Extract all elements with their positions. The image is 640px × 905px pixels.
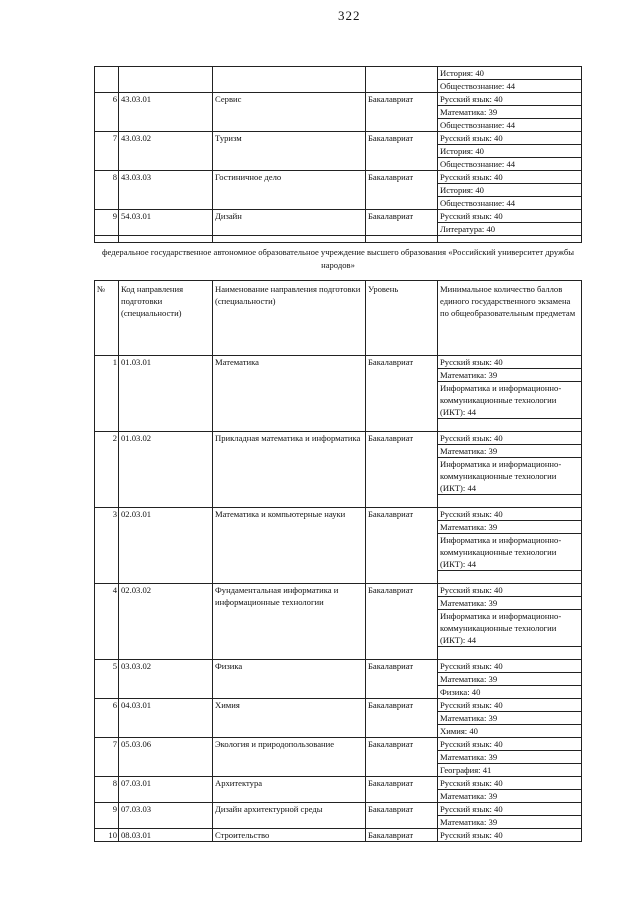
subject-min-score: Русский язык: 40 [438, 738, 582, 751]
education-level: Бакалавриат [366, 210, 438, 236]
education-level: Бакалавриат [366, 699, 438, 738]
subject-min-score: Русский язык: 40 [438, 584, 582, 597]
table-row [95, 210, 582, 223]
direction-code: 01.03.01 [119, 356, 213, 432]
direction-code: 54.03.01 [119, 210, 213, 236]
education-level: Бакалавриат [366, 171, 438, 210]
row-number: 5 [95, 660, 119, 699]
direction-code: 07.03.03 [119, 803, 213, 829]
row-number: 9 [95, 803, 119, 829]
row-number: 1 [95, 356, 119, 432]
subject-min-score: Русский язык: 40 [438, 93, 582, 106]
education-level: Бакалавриат [366, 508, 438, 584]
direction-code: 02.03.02 [119, 584, 213, 660]
table-part-2 [95, 356, 582, 842]
subject-spacer [438, 571, 582, 584]
table-row [95, 356, 582, 369]
subject-min-score: Информатика и информационно-коммуникационные технологии (ИКТ): 44 [438, 534, 582, 571]
subject-min-score: Математика: 39 [438, 106, 582, 119]
admission-scores-table [94, 66, 582, 842]
subject-min-score: Химия: 40 [438, 725, 582, 738]
subject-min-score: Русский язык: 40 [438, 699, 582, 712]
table-row [95, 171, 582, 184]
subject-min-score: История: 40 [438, 184, 582, 197]
row-number: 6 [95, 93, 119, 132]
subject-min-score: Математика: 39 [438, 673, 582, 686]
direction-code: 04.03.01 [119, 699, 213, 738]
subject-min-score: Русский язык: 40 [438, 777, 582, 790]
direction-name: Дизайн [213, 210, 366, 236]
direction-name: Архитектура [213, 777, 366, 803]
row-number: 6 [95, 699, 119, 738]
table-row [95, 132, 582, 145]
subject-min-score: Обществознание: 44 [438, 197, 582, 210]
direction-code: 02.03.01 [119, 508, 213, 584]
direction-code: 07.03.01 [119, 777, 213, 803]
direction-name [213, 67, 366, 93]
education-level: Бакалавриат [366, 356, 438, 432]
subject-min-score: Обществознание: 44 [438, 80, 582, 93]
table-part-1 [95, 67, 582, 236]
direction-name: Гостиничное дело [213, 171, 366, 210]
row-number [95, 67, 119, 93]
table-row [95, 93, 582, 106]
table-row [95, 699, 582, 712]
direction-name: Математика [213, 356, 366, 432]
subject-min-score: Русский язык: 40 [438, 132, 582, 145]
direction-code: 43.03.02 [119, 132, 213, 171]
direction-code: 43.03.03 [119, 171, 213, 210]
table-header-row [95, 281, 582, 356]
subject-min-score: Математика: 39 [438, 445, 582, 458]
row-number: 9 [95, 210, 119, 236]
row-number: 8 [95, 171, 119, 210]
direction-name: Математика и компьютерные науки [213, 508, 366, 584]
direction-name: Фундаментальная информатика и информационные технологии [213, 584, 366, 660]
direction-name: Туризм [213, 132, 366, 171]
table-row [95, 67, 582, 80]
education-level: Бакалавриат [366, 829, 438, 842]
education-level: Бакалавриат [366, 93, 438, 132]
organization-title: федеральное государственное автономное образовательное учреждение высшего образования «Российский университет дружбы народов» [95, 243, 582, 281]
subject-spacer [438, 419, 582, 432]
direction-code: 08.03.01 [119, 829, 213, 842]
subject-min-score: Математика: 39 [438, 712, 582, 725]
table-separator [95, 236, 582, 356]
education-level [366, 67, 438, 93]
subject-min-score: Русский язык: 40 [438, 171, 582, 184]
row-number: 7 [95, 132, 119, 171]
education-level: Бакалавриат [366, 738, 438, 777]
subject-min-score: История: 40 [438, 67, 582, 80]
table-row [95, 738, 582, 751]
subject-min-score: Информатика и информационно-коммуникационные технологии (ИКТ): 44 [438, 610, 582, 647]
education-level: Бакалавриат [366, 132, 438, 171]
direction-name: Экология и природопользование [213, 738, 366, 777]
direction-code: 05.03.06 [119, 738, 213, 777]
table-row [95, 777, 582, 790]
subject-min-score: География: 41 [438, 764, 582, 777]
subject-min-score: Математика: 39 [438, 790, 582, 803]
direction-name: Строительство [213, 829, 366, 842]
separator-cell [95, 236, 119, 243]
header-level: Уровень [366, 281, 438, 356]
direction-name: Дизайн архитектурной среды [213, 803, 366, 829]
row-number: 2 [95, 432, 119, 508]
page-number: 322 [338, 8, 361, 23]
header-name: Наименование направления подготовки (специальности) [213, 281, 366, 356]
header-min-score: Минимальное количество баллов единого государственного экзамена по общеобразовательным предметам [438, 281, 582, 356]
subject-min-score: Информатика и информационно-коммуникационные технологии (ИКТ): 44 [438, 458, 582, 495]
row-number: 10 [95, 829, 119, 842]
subject-min-score: История: 40 [438, 145, 582, 158]
table-row [95, 660, 582, 673]
subject-min-score: Информатика и информационно-коммуникационные технологии (ИКТ): 44 [438, 382, 582, 419]
direction-name: Сервис [213, 93, 366, 132]
subject-min-score: Обществознание: 44 [438, 119, 582, 132]
subject-min-score: Математика: 39 [438, 816, 582, 829]
direction-code: 43.03.01 [119, 93, 213, 132]
education-level: Бакалавриат [366, 432, 438, 508]
row-number: 4 [95, 584, 119, 660]
table-row [95, 432, 582, 445]
education-level: Бакалавриат [366, 777, 438, 803]
subject-min-score: Литература: 40 [438, 223, 582, 236]
subject-min-score: Русский язык: 40 [438, 356, 582, 369]
row-number: 8 [95, 777, 119, 803]
education-level: Бакалавриат [366, 660, 438, 699]
subject-min-score: Физика: 40 [438, 686, 582, 699]
subject-min-score: Русский язык: 40 [438, 432, 582, 445]
subject-min-score: Русский язык: 40 [438, 660, 582, 673]
subject-min-score: Русский язык: 40 [438, 210, 582, 223]
subject-min-score: Русский язык: 40 [438, 829, 582, 842]
row-number: 7 [95, 738, 119, 777]
separator-cell [119, 236, 213, 243]
subject-spacer [438, 647, 582, 660]
table-row [95, 803, 582, 816]
subject-spacer [438, 495, 582, 508]
table-row [95, 829, 582, 842]
table-row [95, 508, 582, 521]
direction-name: Химия [213, 699, 366, 738]
education-level: Бакалавриат [366, 803, 438, 829]
subject-min-score: Математика: 39 [438, 751, 582, 764]
direction-code [119, 67, 213, 93]
subject-min-score: Математика: 39 [438, 597, 582, 610]
row-number: 3 [95, 508, 119, 584]
direction-code: 03.03.02 [119, 660, 213, 699]
separator-cell [438, 236, 582, 243]
subject-min-score: Русский язык: 40 [438, 803, 582, 816]
header-code: Код направления подготовки (специальности) [119, 281, 213, 356]
direction-name: Физика [213, 660, 366, 699]
education-level: Бакалавриат [366, 584, 438, 660]
direction-code: 01.03.02 [119, 432, 213, 508]
separator-cell [213, 236, 366, 243]
header-num: № [95, 281, 119, 356]
subject-min-score: Русский язык: 40 [438, 508, 582, 521]
direction-name: Прикладная математика и информатика [213, 432, 366, 508]
separator-cell [366, 236, 438, 243]
subject-min-score: Математика: 39 [438, 369, 582, 382]
subject-min-score: Обществознание: 44 [438, 158, 582, 171]
subject-min-score: Математика: 39 [438, 521, 582, 534]
table-row [95, 584, 582, 597]
